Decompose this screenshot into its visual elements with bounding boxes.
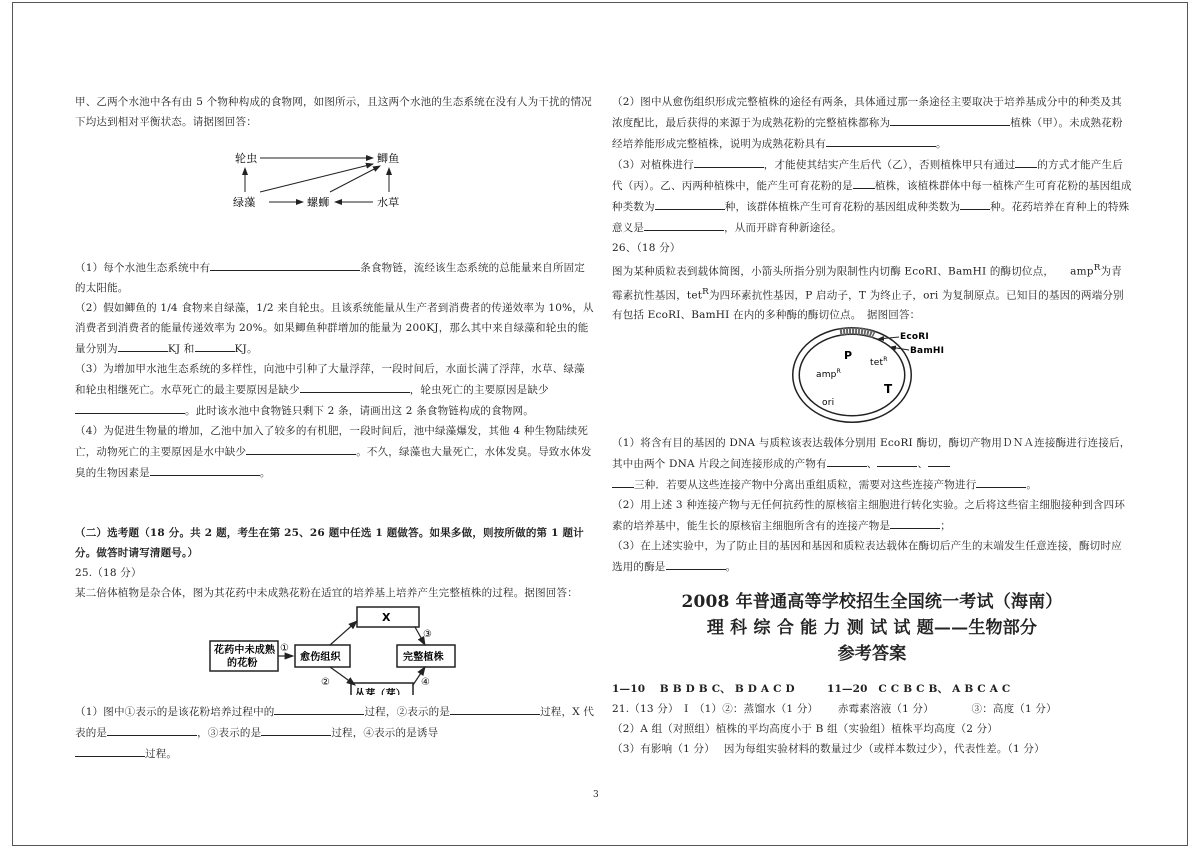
blank[interactable] — [246, 441, 356, 455]
node-start-2: 的花粉 — [227, 658, 258, 669]
blank[interactable] — [976, 474, 1026, 488]
blank[interactable] — [655, 196, 725, 210]
step-2: ② — [321, 677, 331, 688]
answer-21-c: （3）有影响（1 分） 因为每组实验材料的数量过少（或样本数过少），代表性差。（1 分） — [612, 743, 1045, 755]
blank[interactable] — [210, 257, 360, 271]
label-ecori: EcoRI — [900, 332, 929, 342]
section-heading: （二）选考题（18 分。共 2 题，考生在第 25、26 题中任选 1 题做答。如果多做，则按所做的第 1 题计分。做答时请写清题号。） — [75, 527, 584, 559]
culture-flow-diagram — [75, 603, 595, 695]
step-4: ④ — [421, 677, 431, 688]
label-terminator: T — [884, 382, 893, 396]
node-start-1: 花药中未成熟 — [214, 645, 276, 656]
answer-21-a: 21.（13 分） Ⅰ （1）②：蒸馏水（1 分） 赤霉素溶液（1 分） ③：高度（1 分） — [612, 703, 1057, 715]
blank[interactable] — [75, 743, 145, 757]
blank[interactable] — [827, 453, 867, 467]
q3: （3）为增加甲水池生态系统的多样性，向池中引种了大量浮萍，一段时间后，水面长满了浮萍，水草、绿藻和轮虫相继死亡。水草死亡的最主要原因是缺少 ，轮虫死亡的主要原因是缺少。此时该水池中食物链只剩下 2 条，请画出这 2 条食物链构成的食物网。 — [75, 363, 585, 417]
q25-heading: 25.（18 分） — [75, 567, 142, 579]
blank[interactable] — [666, 556, 726, 570]
intro-text: 甲、乙两个水池中各有由 5 个物种构成的食物网，如图所示，且这两个水池的生态系统在没有人为干扰的情况下均达到相对平衡状态。请据图回答： — [75, 96, 592, 128]
blank[interactable] — [150, 462, 260, 476]
blank[interactable] — [118, 338, 168, 352]
blank[interactable] — [890, 515, 940, 529]
node-x: X — [382, 611, 391, 624]
q26-1: （1）将含有目的基因的 DNA 与质粒该表达载体分别用 EcoRI 酶切，酶切产物用ＤＮＡ连接酶进行连接后，其中由两个 DNA 片段之间连接形成的产物有 、 、 三种．若要从这些连接产物中分离出重组质粒，需要对这些连接产物进行 。 — [612, 437, 1131, 491]
blank[interactable] — [826, 133, 936, 147]
answers-choice: 1—10 B B D B C、 B D A C D 11—20 C C B C B、 A B C A C — [612, 683, 1011, 695]
exam-subtitle: 理 科 综 合 能 力 测 试 试 题——生物部分 — [706, 618, 1038, 638]
label-amp: amp$^R$ — [816, 368, 841, 380]
q25-1: （1）图中①表示的是该花粉培养过程中的 过程，②表示的是 过程，X 代表的是 ，③表示的是 过程，④表示的是诱导 过程。 — [75, 701, 595, 764]
step-3: ③ — [423, 629, 433, 640]
q1: （1）每个水池生态系统中有 条食物链，流经该生态系统的总能量来自所固定的太阳能。 — [75, 257, 595, 298]
food-web-diagram — [75, 132, 595, 207]
q26-2: （2）用上述 3 种连接产物与无任何抗药性的原核宿主细胞进行转化实验。之后将这些宿主细胞接种到含四环素的培养基中，能生长的原核宿主细胞所含有的连接产物是 ； — [612, 499, 1126, 532]
blank[interactable] — [1015, 154, 1037, 168]
blank[interactable] — [261, 722, 331, 736]
blank[interactable] — [75, 400, 185, 414]
q2: （2）假如鲫鱼的 1/4 食物来自绿藻，1/2 来自轮虫。且该系统能量从生产者到消费者的传递效率为 10%，从消费者到消费者的能量传递效率为 20%。如果鲫鱼种群增加的能量为 200KJ，那么其中来自绿藻和轮虫的能量分别为 KJ 和 KJ。 — [75, 302, 594, 355]
blank[interactable] — [107, 722, 197, 736]
blank[interactable] — [890, 112, 1010, 126]
blank[interactable] — [195, 338, 235, 352]
blank[interactable] — [644, 217, 724, 231]
node-embryo: 丛芽（芽） — [355, 689, 406, 695]
blank[interactable] — [877, 453, 917, 467]
plasmid-svg — [612, 325, 1132, 425]
answer-21-b: （2）A 组（对照组）植株的平均高度小于 B 组（实验组）植株平均高度（2 分） — [612, 723, 999, 735]
label-promoter: P — [844, 349, 853, 362]
node-callus: 愈伤组织 — [300, 652, 341, 663]
node-jiyu: 鲫鱼 — [377, 152, 400, 165]
blank[interactable] — [300, 379, 410, 393]
q4: （4）为促进生物量的增加，乙池中加入了较多的有机肥，一段时间后，池中绿藻爆发，其他 4 种生物陆续死亡，动物死亡的主要原因是水中缺少 。不久，绿藻也大量死亡，水体发臭。导致水体发臭的生物因素是 。 — [75, 425, 592, 479]
blank[interactable] — [274, 701, 364, 715]
food-web-svg — [75, 132, 595, 207]
blank[interactable] — [450, 701, 540, 715]
q25-3: （3）对植株进行 ，才能使其结实产生后代（乙），否则植株甲只有通过 的方式才能产生后代（丙）。乙、丙两种植株中，能产生可育花粉的是 植株，该植株群体中每一植株产生可育花粉的基因组成种类数为 种，该群体植株产生可育花粉的基因组成种类数为 种。花药培养在育种上的特殊意义是 ，从而开辟育种新途径。 — [612, 154, 1132, 238]
node-luosi: 螺蛳 — [307, 196, 330, 207]
culture-flow-svg — [75, 603, 595, 695]
q25-2: （2）图中从愈伤组织形成完整植株的途径有两条，具体通过那一条途径主要取决于培养基成分中的种类及其浓度配比，最后获得的来源于为成熟花粉的完整植株都称为 植株（甲）。未成熟花粉经培养能形成完整植株，说明为成熟花粉具有 。 — [612, 96, 1123, 150]
q26-3: （3）在上述实验中，为了防止目的基因和基因和质粒表达载体在酶切后产生的末端发生任意连接，酶切时应选用的酶是 。 — [612, 540, 1122, 573]
node-lunchong: 轮虫 — [235, 152, 258, 165]
blank[interactable] — [612, 474, 634, 488]
label-tet: tet$^R$ — [870, 356, 888, 368]
step-1: ① — [280, 643, 290, 654]
node-lvzao: 绿藻 — [233, 196, 256, 207]
blank[interactable] — [928, 453, 950, 467]
label-bamhi: BamHI — [910, 346, 945, 356]
q26-heading: 26、（18 分） — [612, 242, 681, 254]
plasmid-diagram — [612, 325, 1132, 425]
node-plant: 完整植株 — [403, 652, 444, 663]
q25-intro: 某二倍体植物是杂合体，图为其花药中未成熟花粉在适宜的培养基上培养产生完整植株的过程。据图回答： — [75, 587, 578, 599]
page-number: 3 — [593, 790, 599, 800]
left-column — [75, 92, 595, 764]
blank[interactable] — [853, 175, 875, 189]
node-shuicao: 水草 — [377, 196, 400, 207]
answers-title: 参考答案 — [837, 644, 907, 664]
right-column — [612, 92, 1132, 759]
exam-title: 2008 年普通高等学校招生全国统一考试（海南） — [681, 592, 1063, 612]
label-ori: ori — [822, 398, 835, 408]
blank[interactable] — [960, 196, 990, 210]
q26-intro: 图为某种质粒表到载体简图，小箭头所指分别为限制性内切酶 EcoRI、BamHI 的酶切位点， amp$^R$为青霉素抗性基因，tet$^R$为四环素抗性基因，P 启动子，T 为终止子，ori 为复制原点。已知目的基因的两端分别有包括 EcoRI、BamHI 在内的多种酶的酶切位点。 据图回答： — [612, 263, 1124, 321]
blank[interactable] — [694, 154, 764, 168]
